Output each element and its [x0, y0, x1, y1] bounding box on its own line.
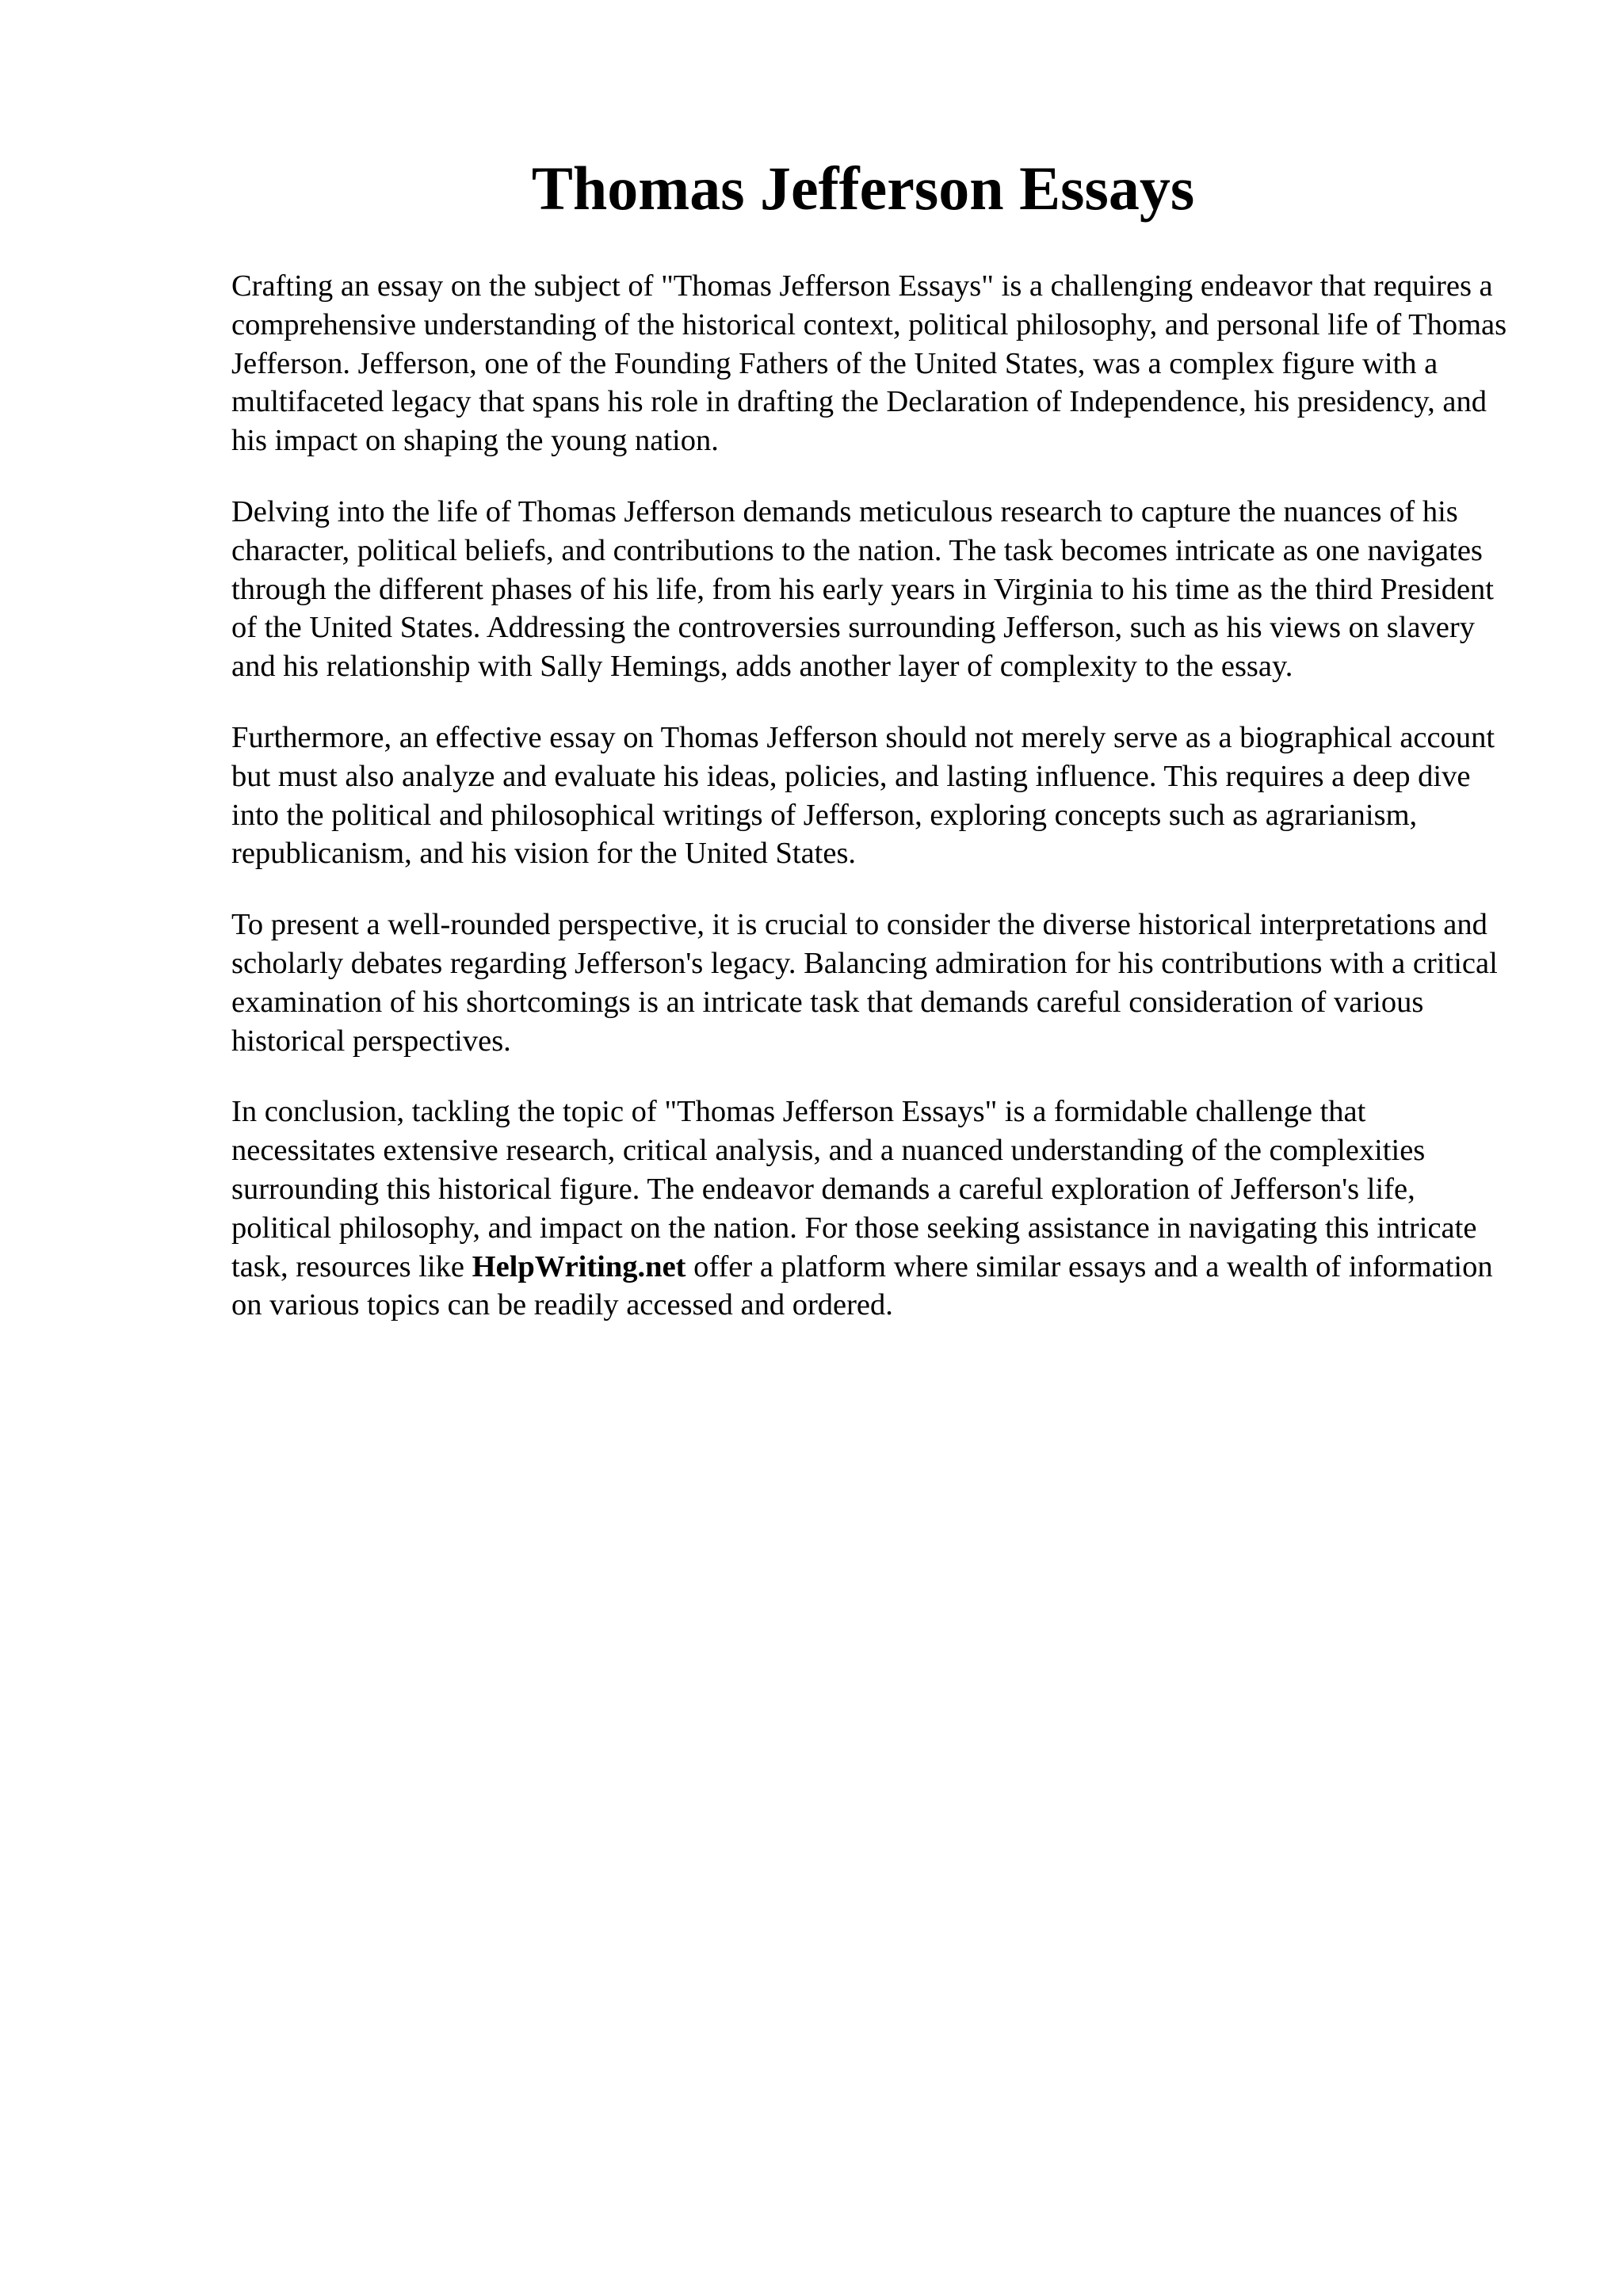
paragraph-4: To present a well-rounded perspective, it is crucial to consider the diverse historical interpretations and scholarly debates regarding Jefferson's legacy. Balancing admiration for his contributions with a critical examination of his shortcomings is an intricate task that demands careful consideration of various historical perspectives.: [231, 908, 1498, 1058]
conclusion-text-before: In conclusion, tackling the topic of "Thomas Jefferson Essays" is a formidable challenge that necessitates extensive research, critical analysis, and a nuanced understanding of the complexities surrounding this historical figure. The endeavor demands a careful exploration of Jefferson's life, political philosophy, and impact on the nation. For those seeking assistance in navigating this intricate task, resources like: [231, 1095, 1477, 1283]
paragraph-conclusion: [231, 1093, 1515, 1325]
page-title: Thomas Jefferson Essays: [531, 154, 1195, 223]
helpwriting-brand: HelpWriting.net: [472, 1249, 686, 1283]
essay-body: [231, 267, 1515, 1357]
paragraph-1: Crafting an essay on the subject of "Thomas Jefferson Essays" is a challenging endeavor that requires a comprehensive understanding of the historical context, political philosophy, and personal life of Thomas Jefferson. Jefferson, one of the Founding Fathers of the United States, was a complex figure with a multifaceted legacy that spans his role in drafting the Declaration of Independence, his presidency, and his impact on shaping the young nation.: [231, 269, 1507, 458]
conclusion-text-after: offer a platform where similar essays and a wealth of information on various topics can be readily accessed and ordered.: [231, 1249, 1493, 1322]
paragraph-3: Furthermore, an effective essay on Thomas Jefferson should not merely serve as a biographical account but must also analyze and evaluate his ideas, policies, and lasting influence. This requires a deep dive into the political and philosophical writings of Jefferson, exploring concepts such as agrarianism, republicanism, and his vision for the United States.: [231, 720, 1495, 871]
paragraph-2: Delving into the life of Thomas Jefferson demands meticulous research to capture the nuances of his character, political beliefs, and contributions to the nation. The task becomes intricate as one navigates through the different phases of his life, from his early years in Virginia to his time as the third President of the United States. Addressing the controversies surrounding Jefferson, such as his views on slavery and his relationship with Sally Hemings, adds another layer of complexity to the essay.: [231, 494, 1494, 684]
